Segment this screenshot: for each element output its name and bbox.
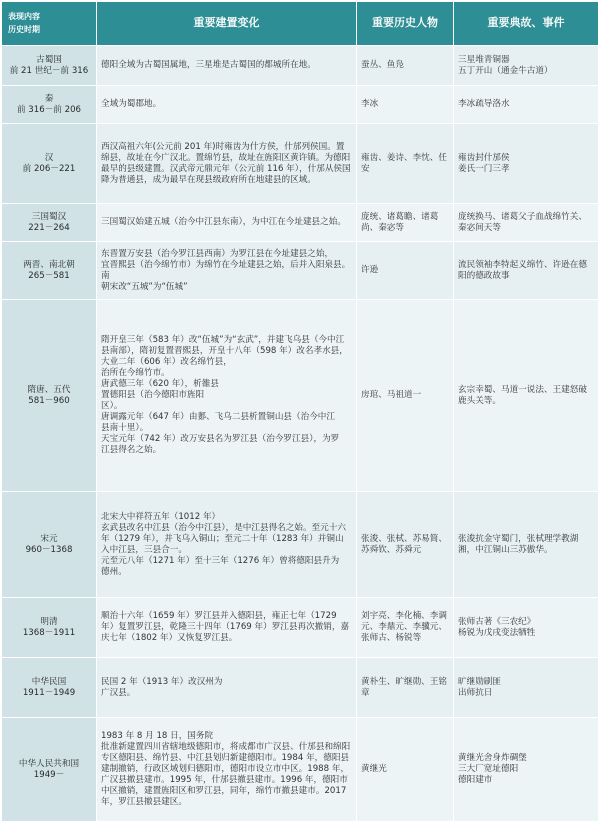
period-cell-line: 221－264 <box>28 222 70 233</box>
construction-cell-line: 朝宋改“五城”为“伍城” <box>101 281 188 292</box>
construction-header: 重要建置变化 <box>97 2 357 46</box>
events-cell-line: 五丁开山（通金牛古道） <box>458 65 553 76</box>
events-cell <box>454 300 599 492</box>
construction-cell-line: 治所在今绵竹市。 <box>101 368 170 378</box>
table-row <box>2 300 599 492</box>
events-cell-line: 姜氏一门三孝 <box>458 163 510 174</box>
period-cell-line: 前 21 世纪－前 316 <box>9 65 89 76</box>
period-cell-line: 前 316－前 206 <box>16 104 82 115</box>
events-cell-line: 雍齿封什邡侯 <box>458 152 510 163</box>
period-cell-line: 265－581 <box>28 270 70 281</box>
period-cell-line: 三国蜀汉 <box>31 211 67 222</box>
table-row <box>2 492 599 598</box>
people-cell-line: 李冰 <box>361 99 379 109</box>
people-cell <box>357 300 454 492</box>
period-cell <box>2 46 97 86</box>
construction-cell-line: 隋开皇三年（583 年）改“伍城”为“玄武”，并建飞乌县（今中江县南部），隋初复置晋熙县，开皇十八年（598 年）改名孝水县，大业二年（606 年）改名绵竹县， <box>101 335 348 367</box>
events-cell <box>454 598 599 658</box>
table-row <box>2 242 599 300</box>
events-cell-line: 庞统换马、诸葛父子血战绵竹关、秦宓间天等 <box>458 211 587 233</box>
construction-cell <box>97 204 357 242</box>
people-cell <box>357 46 454 86</box>
period-cell-line: 隋唐、五代 <box>27 384 71 395</box>
corner-bottom-label: 历史时期 <box>8 24 40 34</box>
construction-cell-line: 民国 2 年（1913 年）改汉州为 <box>101 676 223 687</box>
period-cell-line: 宋元 <box>40 533 58 544</box>
period-cell-line: 古蜀国 <box>36 54 62 65</box>
construction-cell-line: 元至元八年（1271 年）至十三年（1276 年）曾将德阳县升为 <box>101 555 340 566</box>
period-cell-line: 1949－ <box>33 769 65 780</box>
events-header: 重要典故、事件 <box>454 2 599 46</box>
period-cell <box>2 204 97 242</box>
construction-cell-line: 天宝元年（742 年）改万安县名为罗江县（治今罗江县），为罗 <box>101 434 340 444</box>
people-cell <box>357 658 454 718</box>
construction-cell <box>97 46 357 86</box>
events-cell <box>454 124 599 204</box>
people-cell <box>357 242 454 300</box>
construction-cell-line: 宜晋熙县（治今绵竹市）为绵竹在今址建县之始，后并入阳泉县。南 <box>101 259 351 281</box>
construction-cell <box>97 598 357 658</box>
events-cell-line: 旷继勋刷匪 <box>458 676 501 687</box>
construction-cell-line: 县南十里）。 <box>101 423 149 433</box>
table-row <box>2 86 599 124</box>
period-cell-line: 1911－1949 <box>22 687 76 698</box>
period-cell-line: 中华民国 <box>31 676 67 687</box>
events-cell <box>454 46 599 86</box>
construction-cell <box>97 658 357 718</box>
construction-cell-line: 唐调露元年（647 年）由郪、飞乌二县析置铜山县（治今中江 <box>101 412 335 422</box>
construction-cell-line: 唐武德三年（620 年），析雒县 <box>101 379 219 389</box>
people-cell-line: 雍齿、姜诗、李忱、任安 <box>361 152 447 174</box>
people-cell-line: 张浚、张栻、苏易简、苏舜钦、苏舜元 <box>361 533 447 555</box>
people-cell <box>357 718 454 822</box>
events-cell-line: 黄继光舍身炸碉堡 <box>458 753 527 763</box>
people-cell <box>357 598 454 658</box>
table-body <box>2 46 599 822</box>
table-row <box>2 124 599 204</box>
construction-cell-line: 玄武县改名中江县（治今中江县），是中江县得名之始。至元十六年（1279 年），并飞乌入铜山；至元二十年（1283 年）并铜山入中江县，三县合一。 <box>101 522 346 555</box>
period-cell-line: 汉 <box>44 152 54 163</box>
events-cell-line: 三星堆青铜器 <box>458 54 510 65</box>
events-cell <box>454 242 599 300</box>
period-cell <box>2 658 97 718</box>
construction-cell-line: 区）。 <box>101 401 123 411</box>
period-cell-line: 明清 <box>40 616 58 627</box>
events-cell-line: 张师古著《三农纪》 <box>458 616 536 627</box>
corner-header <box>2 2 97 46</box>
people-cell-line: 房琯、马祖道一 <box>361 390 422 400</box>
events-cell-line: 三大厂宽址德阳 <box>458 764 519 774</box>
construction-cell-line: 批准新建置四川省辖地级德阳市，将成都市广汉县、什邡县和绵阳专区德阳县、绵竹县、中江县划归新建德阳市。1984 年，德阳县建制撤销，行政区域划归德阳市，德阳市设立市中区。1988 年，广汉县撤县建市。1995 年，什邡县撤县建市。1996 年，德阳市中区撤销，建置旌阳区和罗江县，同年，绵竹市撤县建市。2017 年，罗江县撤县建区。 <box>101 742 351 807</box>
history-table <box>1 1 599 822</box>
construction-cell <box>97 492 357 598</box>
construction-cell-line: 顺治十六年（1659 年）罗江县并入德阳县，雍正七年（1729 年）复置罗江县，乾隆三十四年（1769 年）罗江县再次撤销，嘉庆七年（1802 年）又恢复罗江县。 <box>101 611 350 643</box>
construction-cell <box>97 242 357 300</box>
table-row <box>2 658 599 718</box>
period-cell-line: 两晋、南北朝 <box>23 259 75 270</box>
construction-cell-line: 西汉高祖六年(公元前 201 年)时雍齿为什方侯，什邡列侯国。置绵县，故址在今广汉北。置绵竹县，故址在旌阳区黄许镇。为德阳最早的县级建置。汉武帝元鼎元年（公元前 116 年），什邡从侯国降为普通县，成为最早在现县级政府所在地建县的区域。 <box>101 141 351 185</box>
period-cell <box>2 598 97 658</box>
table-row <box>2 46 599 86</box>
people-cell-line: 许逊 <box>361 265 379 275</box>
construction-cell-line: 全域为蜀郡地。 <box>101 99 162 109</box>
construction-cell-line: 三国蜀汉始建五城（治今中江县东南），为中江在今址建县之始。 <box>101 217 346 227</box>
construction-cell <box>97 300 357 492</box>
construction-cell-line: 北宋大中祥符五年（1012 年） <box>101 511 221 522</box>
people-cell <box>357 492 454 598</box>
events-cell <box>454 658 599 718</box>
events-cell <box>454 492 599 598</box>
construction-cell-line: 广汉县。 <box>101 687 136 698</box>
table-row <box>2 718 599 822</box>
people-cell-line: 黄继光 <box>361 764 387 774</box>
events-cell <box>454 204 599 242</box>
construction-cell-line: 江县得名之始。 <box>101 445 162 455</box>
period-cell-line: 1368－1911 <box>22 627 76 638</box>
people-cell <box>357 124 454 204</box>
period-cell-line: 秦 <box>44 93 54 104</box>
people-cell-line: 黄朴生、旷继勋、王铭章 <box>361 676 447 698</box>
construction-cell-line: 置德阳县（治今德阳市旌阳 <box>101 390 205 400</box>
table-row <box>2 598 599 658</box>
events-cell-line: 流民领袖李特起义绵竹、许逊在德阳的德政故事 <box>458 259 587 281</box>
period-cell-line: 581－960 <box>28 395 70 406</box>
construction-cell-line: 德阳全域为古蜀国属地，三星堆是古蜀国的都城所在地。 <box>101 60 316 70</box>
corner-top-label: 表现内容 <box>8 11 40 21</box>
people-cell-line: 刘宇亮、李化楠、李调元、李鼎元、李骥元、张师古、杨锐等 <box>361 611 447 643</box>
period-cell <box>2 124 97 204</box>
construction-cell-line: 德州。 <box>101 566 127 577</box>
construction-cell <box>97 718 357 822</box>
events-cell <box>454 718 599 822</box>
period-cell-line: 前 206－221 <box>22 163 76 174</box>
construction-cell <box>97 124 357 204</box>
header-row <box>2 2 599 46</box>
period-cell <box>2 242 97 300</box>
people-cell <box>357 204 454 242</box>
construction-cell <box>97 86 357 124</box>
people-cell <box>357 86 454 124</box>
period-cell <box>2 300 97 492</box>
period-cell-line: 960－1368 <box>25 544 73 555</box>
events-cell-line: 李冰疏导洛水 <box>458 99 510 109</box>
period-cell <box>2 718 97 822</box>
people-cell-line: 庞统、诸葛瞻、诸葛尚、秦宓等 <box>361 211 439 233</box>
events-cell <box>454 86 599 124</box>
events-cell-line: 德阳建市 <box>458 775 493 785</box>
people-header: 重要历史人物 <box>357 2 454 46</box>
events-cell-line: 杨锐为戊戌变法牺牲 <box>458 627 536 638</box>
events-cell-line: 出师抗日 <box>458 687 493 698</box>
events-cell-line: 张浚抗金守蜀门，张栻理学教湖湘，中江铜山三苏傲华。 <box>458 533 579 555</box>
events-cell-line: 玄宗幸蜀、马道一说法、王建怒破鹿头关等。 <box>458 384 587 406</box>
people-cell-line: 蚕丛、鱼凫 <box>361 60 404 70</box>
table-row <box>2 204 599 242</box>
construction-cell-line: 1983 年 8 月 18 日，国务院 <box>101 731 214 741</box>
period-cell <box>2 492 97 598</box>
period-cell <box>2 86 97 124</box>
period-cell-line: 中华人民共和国 <box>18 758 80 769</box>
construction-cell-line: 东晋置万安县（治今罗江县西南）为罗江县在今址建县之始， <box>101 248 334 259</box>
